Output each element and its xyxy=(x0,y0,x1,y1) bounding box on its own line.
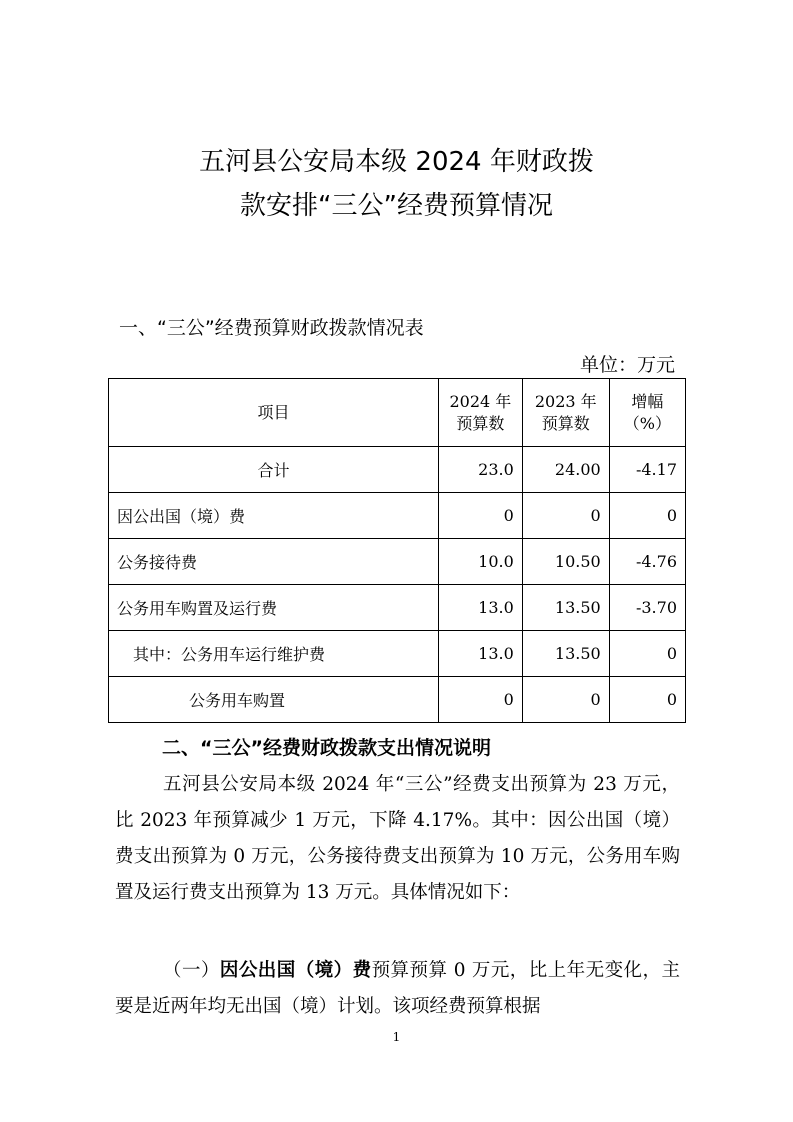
page-number: 1 xyxy=(392,1030,401,1044)
cell-2023: 24.00 xyxy=(522,447,609,493)
header-2023: 2023 年预算数 xyxy=(522,379,609,447)
paragraph-summary: 五河县公安局本级 2024 年“三公”经费支出预算为 23 万元，比 2023 年预算减少 1 万元，下降 4.17%。其中：因公出国（境）费支出预算为 0 万元，公务接待费支出预算为 10 万元，公务用车购置及运行费支出预算为 13 万元。具体情况如下： xyxy=(115,774,680,903)
row-label: 公务用车购置 xyxy=(109,677,439,723)
header-item: 项目 xyxy=(109,379,439,447)
cell-2023: 0 xyxy=(522,493,609,539)
cell-change: -4.76 xyxy=(609,539,685,585)
cell-2023: 10.50 xyxy=(522,539,609,585)
cell-2024: 0 xyxy=(439,493,523,539)
row-label: 其中：公务用车运行维护费 xyxy=(109,631,439,677)
header-2024: 2024 年预算数 xyxy=(439,379,523,447)
paragraph-bold-term: 因公出国（境）费 xyxy=(219,960,372,981)
cell-change: 0 xyxy=(609,631,685,677)
table-row xyxy=(109,677,686,723)
cell-change: -4.17 xyxy=(609,447,685,493)
cell-2023: 0 xyxy=(522,677,609,723)
table-row xyxy=(109,447,686,493)
cell-2024: 23.0 xyxy=(439,447,523,493)
cell-2024: 0 xyxy=(439,677,523,723)
paragraph-overseas xyxy=(115,953,680,1025)
row-label: 合计 xyxy=(109,447,439,493)
budget-table xyxy=(108,378,686,723)
cell-2024: 10.0 xyxy=(439,539,523,585)
section2-heading: 二、“三公”经费财政拨款支出情况说明 xyxy=(162,737,491,759)
cell-2024: 13.0 xyxy=(439,585,523,631)
section1-heading: 一、“三公”经费预算财政拨款情况表 xyxy=(119,317,424,339)
paragraph-lead: （一） xyxy=(163,960,220,981)
row-label: 公务用车购置及运行费 xyxy=(109,585,439,631)
cell-2023: 13.50 xyxy=(522,585,609,631)
doc-title-line2: 款安排“三公”经费预算情况 xyxy=(240,191,553,221)
cell-2024: 13.0 xyxy=(439,631,523,677)
doc-title-line1: 五河县公安局本级 2024 年财政拨 xyxy=(199,147,594,177)
unit-label: 单位：万元 xyxy=(579,354,675,376)
cell-change: 0 xyxy=(609,493,685,539)
table-row xyxy=(109,539,686,585)
table-row xyxy=(109,631,686,677)
paragraph-rest: 预算预算 0 万元，比上年无变化，主要是近两年均无出国（境）计划。该项经费预算根据 xyxy=(115,960,680,1017)
header-change: 增幅（%） xyxy=(609,379,685,447)
row-label: 公务接待费 xyxy=(109,539,439,585)
table-header-row xyxy=(109,379,686,447)
table-row xyxy=(109,585,686,631)
cell-change: 0 xyxy=(609,677,685,723)
table-row xyxy=(109,493,686,539)
cell-change: -3.70 xyxy=(609,585,685,631)
row-label: 因公出国（境）费 xyxy=(109,493,439,539)
cell-2023: 13.50 xyxy=(522,631,609,677)
